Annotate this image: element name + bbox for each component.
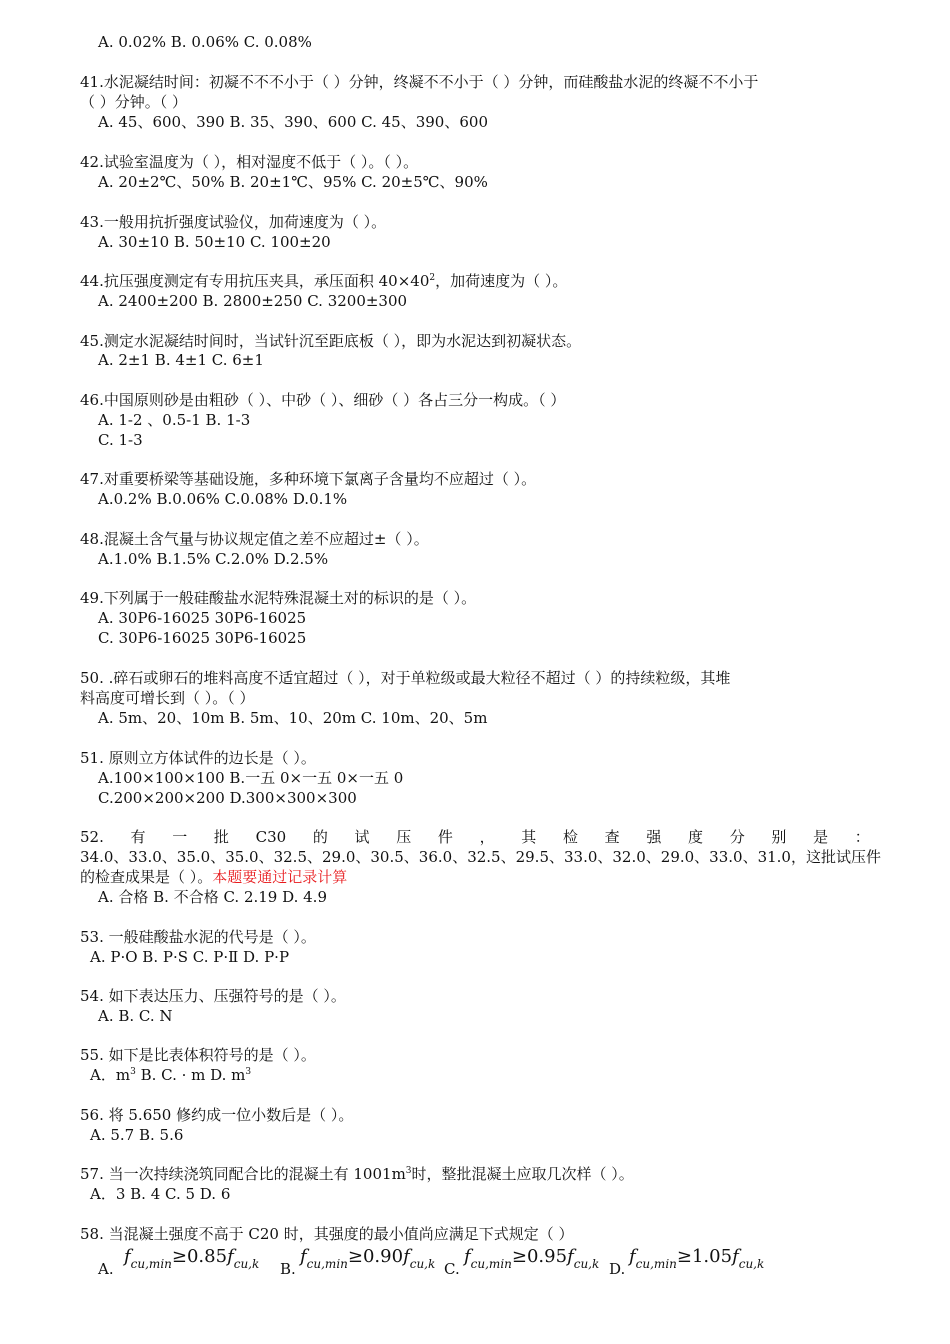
formula-subscript: cu,k — [233, 1257, 260, 1271]
q52-word: 度 — [688, 828, 704, 846]
q57-text-b: 时，整批混凝土应取几次样（ ）。 — [411, 1165, 634, 1183]
q55-superscript-d: 3 — [245, 1067, 252, 1077]
q52-word: 查 — [604, 828, 620, 846]
q56-text: 56. 将 5.650 修约成一位小数后是（ ）。 — [80, 1106, 354, 1124]
q44-text-b: ，加荷速度为（ ）。 — [435, 272, 568, 290]
q47-text: 47.对重要桥梁等基础设施，多种环境下氯离子含量均不应超过（ ）。 — [80, 470, 537, 488]
q58-label-a: A. — [98, 1260, 114, 1278]
q55-text: 55. 如下是比表体积符号的是（ ）。 — [80, 1046, 316, 1064]
q52-word: 是 — [813, 828, 829, 846]
q51-options-cd: C.200×200×200 D.300×300×300 — [98, 789, 357, 807]
q52-word: ， — [479, 828, 495, 846]
q46-text: 46.中国原则砂是由粗砂（ ）、中砂（ ）、细砂（ ）各占三分一构成。（ ） — [80, 391, 566, 409]
formula-relation: ≥0.90 — [347, 1246, 404, 1267]
q44-options: A. 2400±200 B. 2800±250 C. 3200±300 — [98, 292, 408, 310]
formula-subscript: cu,min — [635, 1257, 677, 1271]
q43-options: A. 30±10 B. 50±10 C. 100±20 — [98, 233, 331, 251]
formula-symbol: f — [403, 1246, 410, 1267]
q44-superscript: 2 — [429, 273, 436, 283]
q55-superscript-a: 3 — [130, 1067, 136, 1077]
q55-option-a: A．m — [90, 1066, 131, 1084]
q40-options: A. 0.02% B. 0.06% C. 0.08% — [98, 33, 312, 51]
q52-word: 的 — [312, 828, 328, 846]
q52-word: 试 — [354, 828, 370, 846]
formula-subscript: cu,min — [470, 1257, 512, 1271]
q52-word: 有 — [130, 828, 146, 846]
q48-text: 48.混凝土含气量与协议规定值之差不应超过±（ ）。 — [80, 530, 429, 548]
formula-symbol: f — [732, 1246, 739, 1267]
q52-word: 压 — [396, 828, 412, 846]
q58-formula-a — [124, 1246, 259, 1271]
q52-word: ： — [854, 828, 870, 846]
formula-relation: ≥0.95 — [511, 1246, 568, 1267]
q49-options-ab: A. 30P6-16025 30P6-16025 — [98, 609, 307, 627]
q52-options: A. 合格 B. 不合格 C. 2.19 D. 4.9 — [98, 888, 327, 906]
q53-options: A. P·O B. P·S C. P·Ⅱ D. P·P — [90, 948, 290, 966]
q50-text-cont: 料高度可增长到（ ）。（ ） — [80, 689, 255, 707]
q58-formula-options — [80, 1246, 870, 1282]
formula-relation: ≥0.85 — [171, 1246, 228, 1267]
q52-word: 分 — [729, 828, 745, 846]
q50-options: A. 5m、20、10m B. 5m、10、20m C. 10m、20、5m — [98, 709, 488, 727]
q55-options-bcd: B. C. · m D. m — [135, 1066, 246, 1084]
q46-options-c: C. 1-3 — [98, 431, 143, 449]
q41-text-cont: （ ）分钟。（ ） — [80, 93, 188, 111]
q57-text — [80, 1164, 870, 1184]
q58-label-b: B. — [280, 1260, 296, 1278]
q51-text: 51. 原则立方体试件的边长是（ ）。 — [80, 749, 316, 767]
formula-relation: ≥1.05 — [676, 1246, 733, 1267]
q52-word: 别 — [771, 828, 787, 846]
q47-options: A.0.2% B.0.06% C.0.08% D.0.1% — [98, 490, 348, 508]
q52-text-cont — [80, 867, 870, 887]
q51-options-ab: A.100×100×100 B.一五 0×一五 0×一五 0 — [98, 769, 404, 787]
formula-subscript: cu,k — [573, 1257, 600, 1271]
q58-formula-d — [629, 1246, 764, 1271]
q52-question-end: 的检查成果是（ ）。 — [80, 868, 213, 886]
q52-values: 34.0、33.0、35.0、35.0、32.5、29.0、30.5、36.0、32.5、29.5、33.0、32.0、29.0、33.0、31.0，这批试压件 — [80, 848, 881, 866]
q52-word: 一 — [172, 828, 188, 846]
q43-text: 43.一般用抗折强度试验仪，加荷速度为（ ）。 — [80, 213, 387, 231]
q52-word: 批 — [213, 828, 229, 846]
q52-word: C30 — [255, 828, 287, 846]
q52-word: 件 — [437, 828, 453, 846]
q55-options — [80, 1065, 880, 1085]
q45-text: 45.测定水泥凝结时间时，当试针沉至距底板（ ），即为水泥达到初凝状态。 — [80, 332, 582, 350]
q58-text: 58. 当混凝土强度不高于 C20 时，其强度的最小值尚应满足下式规定（ ） — [80, 1225, 574, 1243]
q42-options: A. 20±2℃、50% B. 20±1℃、95% C. 20±5℃、90% — [98, 173, 488, 191]
q58-label-d: D. — [609, 1260, 626, 1278]
q58-label-c: C. — [444, 1260, 460, 1278]
q57-superscript: 3 — [405, 1166, 412, 1176]
q52-text — [80, 827, 870, 847]
q46-options-ab: A. 1-2 、0.5-1 B. 1-3 — [98, 411, 251, 429]
q54-options: A. B. C. N — [98, 1007, 173, 1025]
q52-word: 强 — [646, 828, 662, 846]
formula-symbol: f — [567, 1246, 574, 1267]
formula-symbol: f — [227, 1246, 234, 1267]
q44-text-a: 44.抗压强度测定有专用抗压夹具，承压面积 40×40 — [80, 272, 430, 290]
formula-subscript: cu,min — [306, 1257, 348, 1271]
q45-options: A. 2±1 B. 4±1 C. 6±1 — [98, 351, 264, 369]
q44-text — [80, 271, 870, 291]
formula-subscript: cu,min — [130, 1257, 172, 1271]
q58-formula-c — [464, 1246, 599, 1271]
formula-symbol: f — [464, 1246, 471, 1267]
q57-options: A．3 B. 4 C. 5 D. 6 — [90, 1185, 231, 1203]
q52-word: 检 — [562, 828, 578, 846]
q52-note: 本题要通过记录计算 — [212, 868, 348, 886]
q42-text: 42.试验室温度为（ ），相对湿度不低于（ ）。（ ）。 — [80, 153, 419, 171]
q50-text: 50. .碎石或卵石的堆料高度不适宜超过（ ），对于单粒级或最大粒径不超过（ ）的持续粒级，其堆 — [80, 669, 731, 687]
q58-formula-b — [300, 1246, 435, 1271]
q48-options: A.1.0% B.1.5% C.2.0% D.2.5% — [98, 550, 329, 568]
q54-text: 54. 如下表达压力、压强符号的是（ ）。 — [80, 987, 346, 1005]
q57-text-a: 57. 当一次持续浇筑同配合比的混凝土有 1001m — [80, 1165, 406, 1183]
formula-symbol: f — [124, 1246, 131, 1267]
q56-options: A. 5.7 B. 5.6 — [90, 1126, 184, 1144]
formula-symbol: f — [300, 1246, 307, 1267]
formula-symbol: f — [629, 1246, 636, 1267]
formula-subscript: cu,k — [409, 1257, 436, 1271]
q49-options-cd: C. 30P6-16025 30P6-16025 — [98, 629, 307, 647]
q52-word: 其 — [521, 828, 537, 846]
q41-options: A. 45、600、390 B. 35、390、600 C. 45、390、600 — [98, 113, 488, 131]
q41-text: 41.水泥凝结时间：初凝不不不小于（ ）分钟，终凝不不小于（ ）分钟，而硅酸盐水泥的终凝不不小于 — [80, 73, 759, 91]
q52-word: 52. — [80, 828, 104, 846]
q49-text: 49.下列属于一般硅酸盐水泥特殊混凝土对的标识的是（ ）。 — [80, 589, 477, 607]
formula-subscript: cu,k — [738, 1257, 765, 1271]
q53-text: 53. 一般硅酸盐水泥的代号是（ ）。 — [80, 928, 316, 946]
